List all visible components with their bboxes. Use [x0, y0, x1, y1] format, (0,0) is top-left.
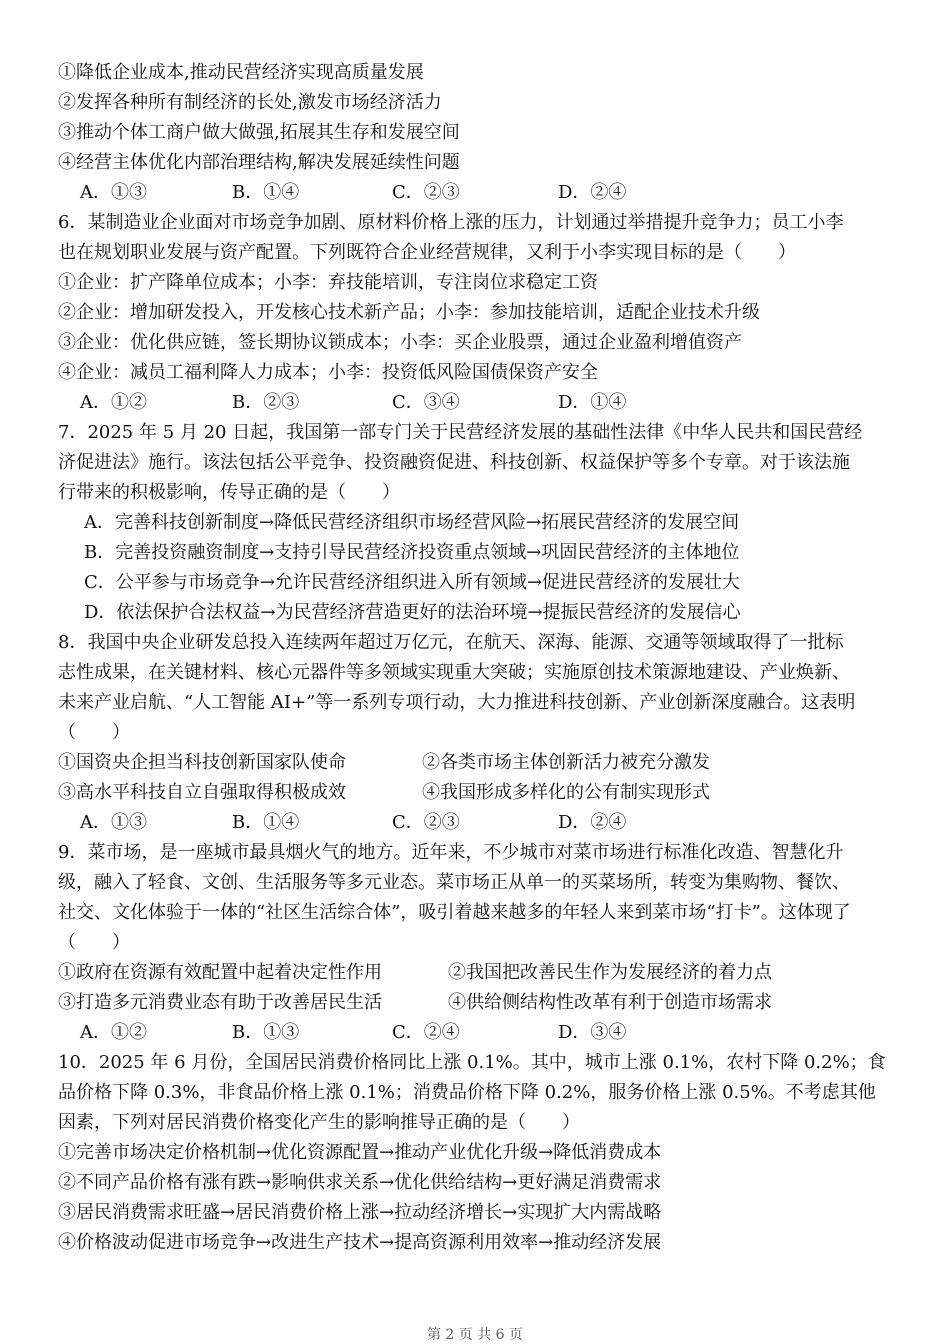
q9-items-row-2 — [58, 988, 812, 1018]
q7-choice-a[interactable]: A．完善科技创新制度→降低民营经济组织市场经营风险→拓展民营经济的发展空间 — [84, 512, 740, 533]
q8-option-b[interactable]: B．①④ — [232, 812, 300, 833]
q10-stem-line-1: 10．2025 年 6 月份，全国居民消费价格同比上涨 0.1%。其中，城市上涨 0.1%，农村下降 0.2%；食 — [58, 1052, 886, 1073]
q7-choice-c[interactable]: C．公平参与市场竞争→允许民营经济组织进入所有领域→促进民营经济的发展壮大 — [84, 572, 740, 593]
q9-option-d[interactable]: D．③④ — [558, 1022, 627, 1043]
q5-item-4: ④经营主体优化内部治理结构,解决发展延续性问题 — [58, 152, 460, 173]
q7-choice-d[interactable]: D．依法保护合法权益→为民营经济营造更好的法治环境→提振民营经济的发展信心 — [84, 602, 741, 623]
q8-item-1: ①国资央企担当科技创新国家队使命 — [58, 752, 346, 773]
q8-item-3: ③高水平科技自立自强取得积极成效 — [58, 782, 346, 803]
q8-options — [80, 808, 626, 838]
q5-options — [80, 178, 626, 208]
q9-option-c[interactable]: C．②④ — [392, 1022, 460, 1043]
q8-stem-line-1: 8．我国中央企业研发总投入连续两年超过万亿元，在航天、深海、能源、交通等领域取得了一批标 — [58, 632, 844, 653]
q5-option-d[interactable]: D．②④ — [558, 182, 627, 203]
q10-item-4: ④价格波动促进市场竞争→改进生产技术→提高资源利用效率→推动经济发展 — [58, 1232, 662, 1253]
q8-option-a[interactable]: A．①③ — [80, 812, 147, 833]
q8-stem-line-2: 志性成果，在关键材料、核心元器件等多领域实现重大突破；实施原创技术策源地建设、产业焕新、 — [58, 662, 850, 683]
q6-item-4: ④企业：减员工福利降人力成本；小李：投资低风险国债保资产安全 — [58, 362, 598, 383]
q7-stem-line-2: 济促进法》施行。该法包括公平竞争、投资融资促进、科技创新、权益保护等多个专章。对于该法施 — [58, 452, 850, 473]
q6-item-1: ①企业：扩产降单位成本；小李：弃技能培训，专注岗位求稳定工资 — [58, 272, 598, 293]
q9-stem-line-3: 社交、文化体验于一体的“社区生活综合体”，吸引着越来越多的年轻人来到菜市场“打卡”。这体现了 — [58, 902, 851, 923]
q9-item-2: ②我国把改善民生作为发展经济的着力点 — [448, 962, 772, 983]
q8-option-d[interactable]: D．②④ — [558, 812, 627, 833]
q6-options — [80, 388, 626, 418]
q10-item-2: ②不同产品价格有涨有跌→影响供求关系→优化供给结构→更好满足消费需求 — [58, 1172, 662, 1193]
q8-items-row-1 — [58, 748, 786, 778]
q6-stem-line-2: 也在规划职业发展与资产配置。下列既符合企业经营规律，又利于小李实现目标的是（ ） — [58, 242, 796, 263]
q7-stem-line-1: 7．2025 年 5 月 20 日起，我国第一部专门关于民营经济发展的基础性法律《中华人民共和国民营经 — [58, 422, 863, 443]
q8-stem-line-4: （ ） — [58, 722, 130, 743]
q9-item-1: ①政府在资源有效配置中起着决定性作用 — [58, 962, 382, 983]
q5-item-1: ①降低企业成本,推动民营经济实现高质量发展 — [58, 62, 424, 83]
q6-option-b[interactable]: B．②③ — [232, 392, 300, 413]
q7-stem-line-3: 行带来的积极影响，传导正确的是（ ） — [58, 482, 400, 503]
q6-option-c[interactable]: C．③④ — [392, 392, 460, 413]
q10-item-1: ①完善市场决定价格机制→优化资源配置→推动产业优化升级→降低消费成本 — [58, 1142, 662, 1163]
q9-stem-line-1: 9．菜市场，是一座城市最具烟火气的地方。近年来，不少城市对菜市场进行标准化改造、智慧化升 — [58, 842, 844, 863]
q9-item-4: ④供给侧结构性改革有利于创造市场需求 — [448, 992, 772, 1013]
q9-stem-line-4: （ ） — [58, 932, 130, 953]
q7-choice-b[interactable]: B．完善投资融资制度→支持引导民营经济投资重点领域→巩固民营经济的主体地位 — [84, 542, 740, 563]
q6-option-d[interactable]: D．①④ — [558, 392, 627, 413]
q8-stem-line-3: 未来产业启航、“人工智能 AI+”等一系列专项行动，大力推进科技创新、产业创新深度融合。这表明 — [58, 692, 856, 713]
q8-items-row-2 — [58, 778, 786, 808]
q10-item-3: ③居民消费需求旺盛→居民消费价格上涨→拉动经济增长→实现扩大内需战略 — [58, 1202, 662, 1223]
q6-item-3: ③企业：优化供应链，签长期协议锁成本；小李：买企业股票，通过企业盈利增值资产 — [58, 332, 742, 353]
q5-item-3: ③推动个体工商户做大做强,拓展其生存和发展空间 — [58, 122, 460, 143]
q6-item-2: ②企业：增加研发投入，开发核心技术新产品；小李：参加技能培训，适配企业技术升级 — [58, 302, 760, 323]
q9-option-a[interactable]: A．①② — [80, 1022, 147, 1043]
q6-option-a[interactable]: A．①② — [80, 392, 147, 413]
q8-item-2: ②各类市场主体创新活力被充分激发 — [422, 752, 710, 773]
q9-options — [80, 1018, 626, 1048]
q8-item-4: ④我国形成多样化的公有制实现形式 — [422, 782, 710, 803]
q9-stem-line-2: 级，融入了轻食、文创、生活服务等多元业态。菜市场正从单一的买菜场所，转变为集购物、餐饮、 — [58, 872, 850, 893]
q6-stem-line-1: 6．某制造业企业面对市场竞争加剧、原材料价格上涨的压力，计划通过举措提升竞争力；员工小李 — [58, 212, 844, 233]
q9-items-row-1 — [58, 958, 812, 988]
q5-option-b[interactable]: B．①④ — [232, 182, 300, 203]
q5-option-c[interactable]: C．②③ — [392, 182, 460, 203]
q5-option-a[interactable]: A．①③ — [80, 182, 147, 203]
q8-option-c[interactable]: C．②③ — [392, 812, 460, 833]
q9-option-b[interactable]: B．①③ — [232, 1022, 300, 1043]
q9-item-3: ③打造多元消费业态有助于改善居民生活 — [58, 992, 382, 1013]
q10-stem-line-2: 品价格下降 0.3%，非食品价格上涨 0.1%；消费品价格下降 0.2%，服务价格上涨 0.5%。不考虑其他 — [58, 1082, 876, 1103]
q10-stem-line-3: 因素，下列对居民消费价格变化产生的影响推导正确的是（ ） — [58, 1112, 580, 1133]
q5-item-2: ②发挥各种所有制经济的长处,激发市场经济活力 — [58, 92, 442, 113]
page-footer: 第 2 页 共 6 页 — [426, 1327, 524, 1343]
